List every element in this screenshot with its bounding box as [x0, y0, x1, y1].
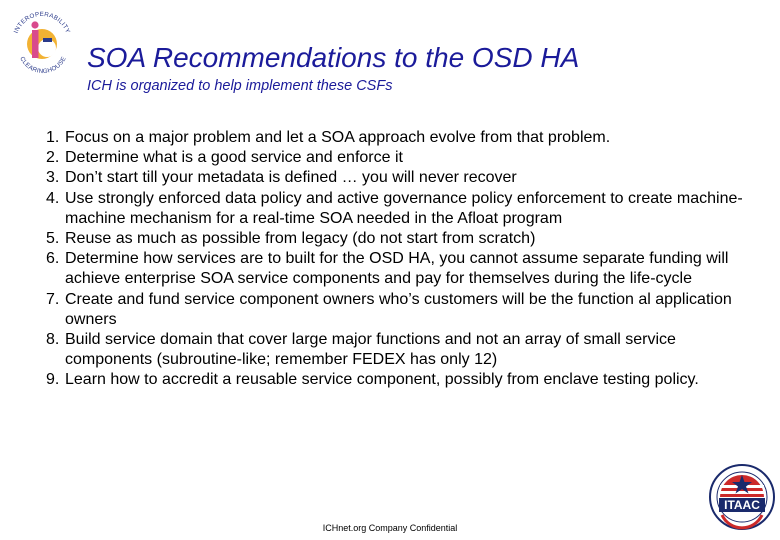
- list-item: [46, 330, 746, 370]
- recommendation-list: [46, 128, 746, 391]
- item-text: Determine what is a good service and enforce it: [65, 149, 403, 167]
- item-number: 2.: [46, 149, 60, 167]
- item-text: Don’t start till your metadata is defined … you will never recover: [65, 169, 517, 187]
- item-number: 7.: [46, 290, 60, 308]
- list-item: [46, 148, 746, 168]
- list-item: [46, 229, 746, 249]
- footer-text: ICHnet.org Company Confidential: [322, 523, 458, 533]
- list-item: [46, 168, 746, 188]
- item-text: Determine how services are to built for the OSD HA, you cannot assume separate funding will achieve enterprise SOA service components and pay for themselves during the life-cycle: [65, 250, 729, 288]
- itaac-label: ITAAC: [724, 498, 760, 512]
- list-item: [46, 128, 746, 148]
- item-number: 1.: [46, 129, 60, 146]
- item-text: Use strongly enforced data policy and active governance policy enforcement to create machine-machine mechanism for a real-time SOA needed in the Afloat program: [65, 189, 743, 227]
- list-item: [46, 249, 746, 289]
- page-subtitle: ICH is organized to help implement these CSFs: [87, 78, 393, 94]
- item-number: 5.: [46, 230, 60, 248]
- item-number: 4.: [46, 189, 60, 207]
- list-item: [46, 290, 746, 330]
- list-item: [46, 189, 746, 229]
- item-text: Create and fund service component owners who’s customers will be the function al application owners: [65, 290, 732, 328]
- item-text: Build service domain that cover large major functions and not an array of small service components (subroutine-like; remember FEDEX has only 12): [65, 331, 676, 369]
- item-number: 9.: [46, 371, 60, 389]
- list-item: [46, 370, 746, 390]
- page-title: SOA Recommendations to the OSD HA: [87, 42, 580, 73]
- svg-text:INTEROPERABILITY: INTEROPERABILITY: [12, 10, 72, 35]
- item-text: Reuse as much as possible from legacy (do not start from scratch): [65, 230, 536, 248]
- item-text: Learn how to accredit a reusable service component, possibly from enclave testing policy.: [65, 371, 699, 389]
- item-text: Focus on a major problem and let a SOA approach evolve from that problem.: [65, 129, 611, 146]
- item-number: 6.: [46, 250, 60, 268]
- item-number: 3.: [46, 169, 60, 187]
- item-number: 8.: [46, 331, 60, 349]
- svg-text:CLEARINGHOUSE: CLEARINGHOUSE: [18, 55, 68, 76]
- itaac-logo: [708, 463, 776, 531]
- ich-logo: [6, 4, 78, 76]
